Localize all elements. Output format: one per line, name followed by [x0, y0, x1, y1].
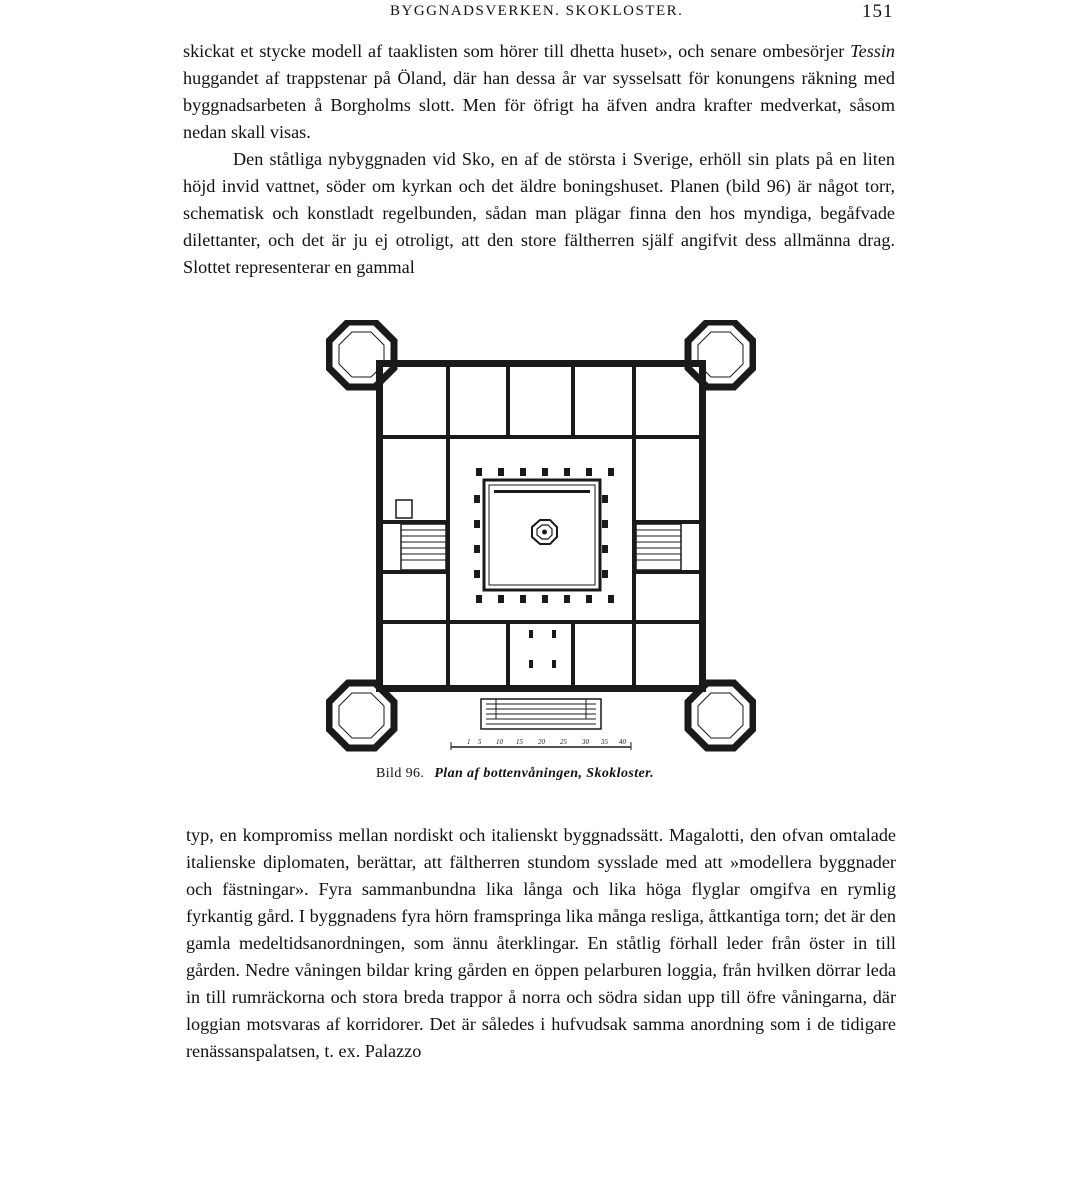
partition	[636, 435, 699, 439]
scale-tick: 25	[560, 738, 567, 746]
paragraph-3: typ, en kompromiss mellan nordiskt och italienskt byggnadssätt. Magalotti, den ofvan omtalade italienske diplomaten, berättar, att fältherren stundom sysslade med att »modellera byggnader och fästningar». Fyra sammanbundna lika långa och lika höga flyglar omgifva en rymlig fyrkantig gård. I byggnadens fyra hörn framspringa lika många resliga, åttkantiga torn; det är den gamla medeltidsanordningen, som ännu återklingar. En ståtlig förhall leder från öster in till gården. Nedre våningen bildar kring gården en öppen pelarburen loggia, från hvilken dörrar leda in till rumräckorna och stora breda trappor å norra och södra sidan upp till öfre våningarna, där loggian motsvaras af korridorer. Det är således i hufvudsak samma anordning som i de tidigare renässanspalatsen, t. ex. Palazzo	[186, 825, 896, 1061]
south-wall	[376, 685, 706, 692]
body-text-bottom	[186, 822, 896, 1065]
running-head: BYGGNADSVERKEN. SKOKLOSTER.	[390, 3, 684, 19]
north-wall	[376, 360, 706, 367]
paragraph-1-end: huggandet af trappstenar på Öland, där han dessa år var sysselsatt för konungens räkning med byggnadsarbeten å Borgholms slott. Men för öfrigt ha äfven andra krafter medverkat, såsom nedan skall visas.	[183, 68, 895, 142]
scale-tick: 15	[516, 738, 523, 746]
partition	[632, 367, 636, 435]
courtyard-inner	[489, 485, 595, 585]
courtyard-border	[494, 490, 590, 493]
paragraph-1-start: skickat et stycke modell af taaklisten som hörer till dhetta huset», och senare ombesörjer	[183, 41, 851, 61]
courtyard-wall-n	[446, 435, 636, 439]
body-text-top	[183, 38, 895, 281]
courtyard-wall-s	[446, 620, 636, 624]
tower-sw	[329, 683, 394, 748]
floor-plan-drawing	[326, 320, 756, 752]
west-wall	[376, 360, 383, 692]
partition	[383, 435, 446, 439]
loggia-piers	[474, 468, 614, 603]
scale-tick: 35	[601, 738, 608, 746]
fountain	[532, 520, 557, 544]
entrance-steps	[481, 699, 601, 729]
tower-se	[688, 683, 753, 748]
scale-tick: 1	[467, 738, 471, 746]
partition	[636, 620, 699, 624]
south-staircase	[636, 524, 681, 570]
east-wall	[699, 360, 706, 692]
partition	[506, 367, 510, 435]
entrance-hall-columns	[529, 630, 556, 668]
partition	[571, 367, 575, 435]
partition	[632, 624, 636, 685]
partition	[446, 624, 450, 685]
partition	[446, 367, 450, 435]
paragraph-2: Den ståtliga nybyggnaden vid Sko, en af de största i Sverige, erhöll sin plats på en liten höjd invid vattnet, söder om kyrkan och det äldre boningshuset. Planen (bild 96) är något torr, schematisk och konstladt regelbunden, sådan man plägar finna den hos myndiga, begåfvade dilettanter, och det är ju ej otroligt, att den store fältherren själf angifvit dess allmänna drag. Slottet representerar en gammal	[183, 149, 895, 277]
partition	[383, 620, 446, 624]
tower-ne	[688, 322, 753, 387]
caption-label: Bild 96.	[376, 766, 425, 781]
scale-tick: 40	[619, 738, 626, 746]
page-number: 151	[862, 1, 894, 22]
figure-caption	[376, 766, 654, 782]
floor-plan-figure	[326, 320, 756, 752]
scale-tick: 5	[478, 738, 482, 746]
partition	[506, 624, 510, 685]
partition	[571, 624, 575, 685]
courtyard-outer	[484, 480, 600, 590]
scale-tick: 20	[538, 738, 545, 746]
caption-title: Plan af bottenvåningen, Skokloster.	[434, 766, 655, 781]
tower-nw	[329, 322, 394, 387]
scale-bar	[451, 738, 631, 750]
paragraph-1	[183, 38, 895, 146]
scale-tick: 30	[582, 738, 589, 746]
name-tessin: Tessin	[850, 41, 895, 61]
small-closet	[396, 500, 412, 518]
north-staircase	[401, 524, 446, 570]
scale-tick: 10	[496, 738, 503, 746]
